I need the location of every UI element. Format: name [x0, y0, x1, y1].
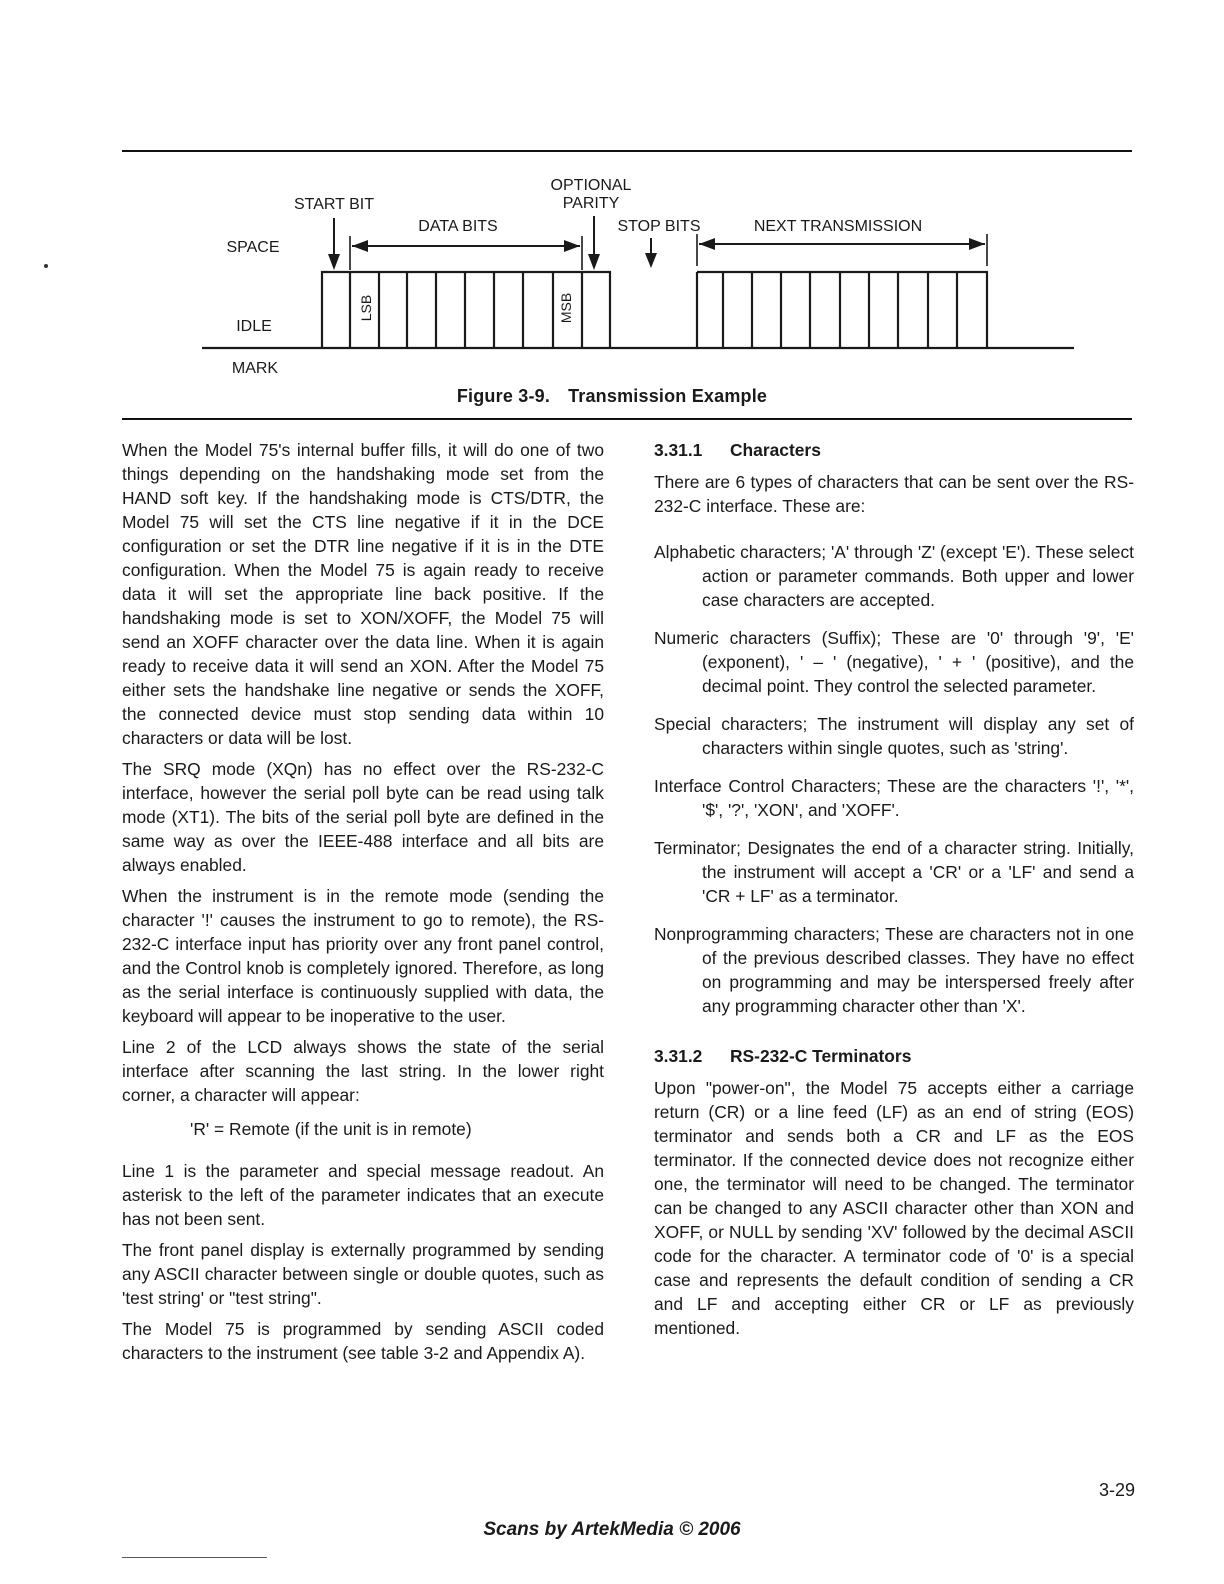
footer-link-underline [122, 1557, 267, 1558]
start-bit-arrow-icon [328, 218, 340, 270]
character-type-terminator: Terminator; Designates the end of a character string. Initially, the instrument will accept a 'CR' or a 'LF' and send a 'CR + LF' as a terminator. [654, 838, 1134, 906]
bit-cell-dividers-2 [752, 272, 957, 348]
remote-equation: 'R' = Remote (if the unit is in remote) [190, 1119, 472, 1139]
paragraph-lcd-line2: Line 2 of the LCD always shows the state of the serial interface after scanning the last string. In the lower right corner, a character will appear: [122, 1037, 604, 1105]
right-column [654, 438, 1134, 1347]
character-type-numeric: Numeric characters (Suffix); These are '0' through '9', 'E' (exponent), ' – ' (negative), ' + ' (positive), and the decimal point. They control the selected parameter. [654, 628, 1134, 696]
left-column [122, 438, 604, 1372]
paragraph-front-panel: The front panel display is externally programmed by sending any ASCII character between single or double quotes, such as 'test string' or "test string". [122, 1240, 604, 1308]
terminators-body: Upon "power-on", the Model 75 accepts either a carriage return (CR) or a line feed (LF) as an end of string (EOS) terminator and sends both a CR and LF as the EOS terminator. If the connected device does not recognize either one, the terminator will need to be changed. The terminator can be changed to any ASCII character other than XON and XOFF, or NULL by sending 'XV' followed by the decimal ASCII code for the character. A terminator code of '0' is a special case and represents the default condition of sending a CR and LF and accepting either CR or LF as previously mentioned. [654, 1078, 1134, 1338]
signal-waveform-frame-1 [202, 272, 697, 348]
character-type-special: Special characters; The instrument will display any set of characters within single quotes, such as 'string'. [654, 714, 1134, 758]
figure-number: Figure 3-9. [456, 386, 551, 406]
paragraph-remote: When the instrument is in the remote mode (sending the character '!' causes the instrument to go to remote), the RS-232-C interface input has priority over any front panel control, and the Control knob is completely ignored. Therefore, as long as the serial interface is continuously supplied with data, the keyboard will appear to be inoperative to the user. [122, 886, 604, 1026]
msb-label: MSB [558, 292, 574, 324]
bit-cell-dividers-1 [350, 272, 553, 348]
optional-label: OPTIONAL [550, 177, 632, 194]
stop-bits-arrow-icon [645, 238, 657, 268]
section-number: 3.31.2 [654, 1046, 703, 1066]
character-type-alphabetic: Alphabetic characters; 'A' through 'Z' (except 'E'). These select action or parameter commands. Both upper and lower case characters are accepted. [654, 542, 1134, 610]
paragraph-srq: The SRQ mode (XQn) has no effect over the RS-232-C interface, however the serial poll byte can be read using talk mode (XT1). The bits of the serial poll byte are defined in the same way as over the IEEE-488 interface and all bits are always enabled. [122, 759, 604, 875]
section-title: RS-232-C Terminators [730, 1046, 912, 1066]
caption-rule [122, 418, 1132, 420]
figure-title: Transmission Example [568, 386, 768, 406]
mark-label: MARK [231, 360, 279, 377]
next-transmission-label: NEXT TRANSMISSION [753, 218, 923, 235]
lsb-label: LSB [358, 294, 374, 322]
section-heading-terminators [654, 1044, 1134, 1068]
paragraph-buffer: When the Model 75's internal buffer fills, it will do one of two things depending on the handshaking mode set from the HAND soft key. If the handshaking mode is CTS/DTR, the Model 75 will set the CTS line negative if it in the DCE configuration or set the DTR line negative if it is in the DTE configuration. When the Model 75 is again ready to receive data it will set the appropriate line back positive. If the handshaking mode is set to XON/XOFF, the Model 75 will send an XOFF character over the data line. When it is again ready to receive data it will send an XON. After the Model 75 either sets the handshake line negative or sends the XOFF, the connected device must stop sending data within 10 characters or data will be lost. [122, 440, 604, 748]
section-heading-characters [654, 438, 1134, 462]
figure-caption [0, 386, 1224, 407]
page-number: 3-29 [1098, 1480, 1135, 1500]
signal-waveform-frame-2 [697, 272, 1074, 348]
characters-intro: There are 6 types of characters that can be sent over the RS-232-C interface. These are: [654, 472, 1134, 516]
character-type-interface-control: Interface Control Characters; These are the characters '!', '*', '$', '?', 'XON', and 'XOFF'. [654, 776, 1134, 820]
next-transmission-span-arrow-icon [697, 234, 987, 266]
space-label: SPACE [226, 239, 280, 256]
data-bits-span-arrow-icon [350, 236, 582, 270]
paragraph-lcd-line1: Line 1 is the parameter and special message readout. An asterisk to the left of the parameter indicates that an execute has not been sent. [122, 1161, 604, 1229]
idle-label: IDLE [236, 318, 272, 335]
data-bits-label: DATA BITS [418, 218, 498, 235]
character-type-nonprogramming: Nonprogramming characters; These are characters not in one of the previous described classes. They have no effect on programming and may be interspersed freely after any programming character other than 'X'. [654, 924, 1134, 1016]
parity-label: PARITY [562, 195, 620, 212]
section-title: Characters [730, 440, 821, 460]
transmission-diagram [0, 0, 1224, 384]
paragraph-programming: The Model 75 is programmed by sending ASCII coded characters to the instrument (see table 3-2 and Appendix A). [122, 1319, 604, 1363]
start-bit-label: START BIT [293, 196, 375, 213]
scan-credit-footer: Scans by ArtekMedia © 2006 [483, 1519, 741, 1540]
stop-bits-label: STOP BITS [617, 218, 701, 235]
section-number: 3.31.1 [654, 440, 703, 460]
parity-arrow-icon [588, 216, 600, 270]
